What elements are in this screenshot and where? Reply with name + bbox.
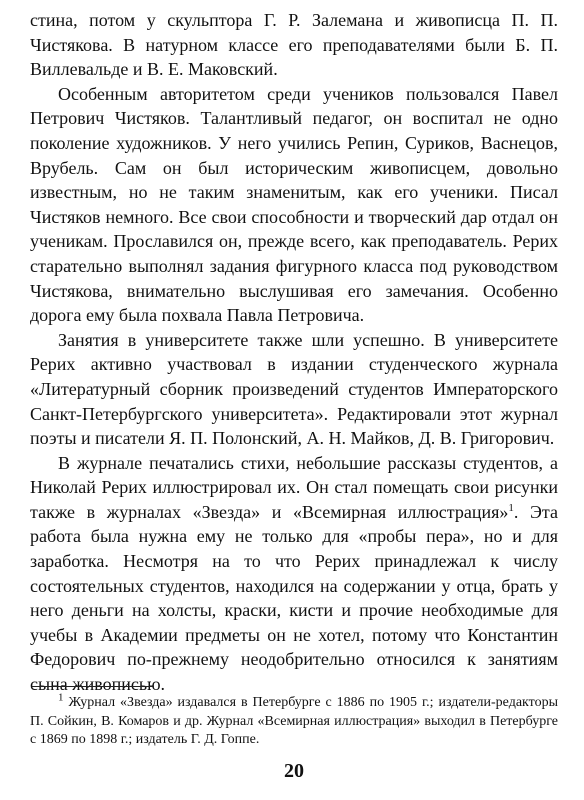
footnote-text: Журнал «Звезда» издавался в Петербурге с 1886 по 1905 г.; издатели-редакторы П. Сойкин, В. Комаров и др. Журнал «Всемирная иллюстрация» выходил в Петербурге с 1869 по 1898 г.; издатель Г. Д. Гоппе. bbox=[30, 695, 558, 747]
paragraph-4-text-before-note: В журнале печатались стихи, небольшие рассказы студентов, а Николай Рерих иллюстрировал их. Он стал помещать свои рисунки также в журналах «Звезда» и «Всемирная иллюстрация» bbox=[30, 452, 558, 522]
footnote-mark: 1 bbox=[58, 691, 64, 704]
paragraph-1: стина, потом у скульптора Г. Р. Залемана и живописца П. П. Чистякова. В натурном классе его преподавателями были Б. П. Виллевальде и В. Е. Маковский. bbox=[30, 10, 558, 80]
paragraph-3: Занятия в университете также шли успешно. В университете Рерих активно участвовал в издании студенческого журнала «Литературный сборник произведений студентов Императорского Санкт-Петербургского университета». Редактировали этот журнал поэты и писатели Я. П. Полонский, А. Н. Майков, Д. В. Григорович. bbox=[30, 329, 558, 449]
footnote-divider bbox=[32, 686, 154, 687]
page-number: 20 bbox=[284, 760, 304, 782]
footnote bbox=[30, 691, 558, 750]
paragraph-4 bbox=[30, 451, 558, 697]
paragraph-2: Особенным авторитетом среди учеников пользовался Павел Петрович Чистяков. Талантливый педагог, он воспитал не одно поколение художников. У него учились Репин, Суриков, Васнецов, Врубель. Сам он был историческим живописцем, довольно известным, но не таким знаменитым, как его ученики. Писал Чистяков немного. Все свои способности и творческий дар отдал он ученикам. Прославился он, прежде всего, как преподаватель. Рерих старательно выполнял задания фигурного класса под руководством Чистякова, внимательно выслушивая его замечания. Особенно дорога ему была похвала Павла Петровича. bbox=[30, 83, 558, 326]
footnote-reference: 1 bbox=[508, 501, 514, 514]
book-page bbox=[30, 8, 558, 792]
paragraph-4-text-after-note: . Эта работа была нужна ему не только для «пробы пера», но и для заработка. Несмотря на то что Рерих принадлежал к числу состоятельных студентов, находился на содержании у отца, брать у него деньги на холсты, краски, кисти и прочие необходимые для учебы в Академии предметы он не хотел, потому что Константин Федорович по-прежнему неодобрительно относился к занятиям сына живописью. bbox=[30, 501, 558, 695]
